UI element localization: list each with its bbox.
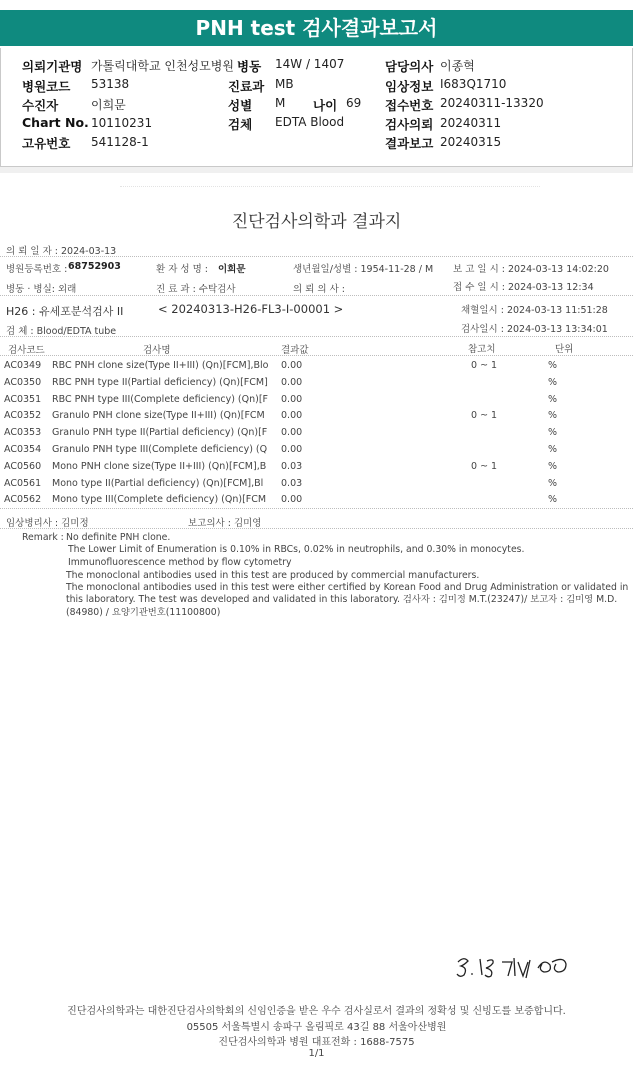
remark-line: this laboratory. The test was developed and validated in this laboratory. 검사자 : 김미정 M.T.(23247)/ 보고자 : 김미영 M.D.: [66, 594, 618, 605]
dept-label: 진료과: [228, 79, 265, 94]
footer-phone: 진단검사의학과 병원 대표전화 : 1688-7575: [218, 1037, 415, 1048]
doctor-value: 이종혁: [440, 59, 475, 73]
row-result: 0.00: [281, 427, 303, 439]
receipt-value: 20240311-13320: [440, 96, 544, 110]
remark-line: The monoclonal antibodies used in this test are produced by commercial manufacturers.: [66, 570, 480, 581]
footer-certification: 진단검사의학과는 대한진단검사의학회의 신임인증을 받은 우수 검사실로서 결과의 정확성 및 신빙도를 보증합니다.: [67, 1006, 566, 1017]
test-datetime: 검사일시 : 2024-03-13 13:34:01: [461, 324, 608, 335]
request-value: 20240311: [440, 116, 502, 130]
receipt-datetime: 접 수 일 시 : 2024-03-13 12:34: [453, 282, 594, 293]
birth-sex: 생년월일/성별 : 1954-11-28 / M: [293, 264, 434, 275]
handwritten-signature: [452, 950, 577, 986]
sex-label: 성별: [228, 98, 253, 113]
row-code: AC0351: [4, 393, 42, 405]
row-test-name: RBC PNH type II(Partial deficiency) (Qn)[FCM]: [52, 376, 268, 388]
divider: [0, 528, 633, 529]
table-divider: [0, 355, 633, 356]
reporting-doctor: 보고의사 : 김미영: [188, 518, 262, 529]
col-code: 검사코드: [8, 345, 45, 356]
row-unit: %: [548, 360, 558, 371]
age-label: 나이: [313, 98, 338, 113]
row-unit: %: [548, 477, 558, 489]
row-test-name: Mono PNH clone size(Type II+III) (Qn)[FCM],B: [52, 460, 267, 472]
col-name: 검사명: [143, 345, 171, 356]
report-date-value: 20240315: [440, 135, 502, 149]
remark-line: No definite PNH clone.: [66, 532, 171, 543]
remark-label: Remark :: [22, 532, 64, 543]
dept-value: MB: [275, 77, 294, 91]
remark-line: The monoclonal antibodies used in this test were either certified by Korean Food and Drug Administration or validated in: [66, 582, 629, 593]
patient-value: 이희문: [91, 98, 126, 112]
chart-label: Chart No.: [22, 115, 89, 130]
row-result: 0.03: [281, 460, 303, 472]
remark-line: The Lower Limit of Enumeration is 0.10% in RBCs, 0.02% in neutrophils, and 0.30% in monocytes.: [68, 544, 525, 555]
remark-line: (84980) / 요양기관번호(11100800): [66, 607, 221, 618]
sex-value: M: [275, 96, 286, 110]
specimen-value: EDTA Blood: [275, 115, 345, 129]
clinical-info-value: I683Q1710: [440, 77, 507, 91]
row-reference: 0 ~ 1: [471, 360, 498, 371]
collect-datetime: 채혈일시 : 2024-03-13 11:51:28: [461, 305, 608, 316]
hospital-code-label: 병원코드: [22, 79, 71, 94]
row-code: AC0352: [4, 410, 42, 422]
row-test-name: Granulo PNH type III(Complete deficiency) (Q: [52, 444, 268, 455]
ward-room: 병동 · 병실: 외래: [6, 284, 77, 295]
report-datetime: 보 고 일 시 : 2024-03-13 14:02:20: [453, 264, 609, 275]
clinical-info-label: 임상정보: [385, 79, 434, 94]
row-unit: %: [548, 427, 558, 439]
report-title: PNH test 검사결과보고서: [0, 10, 633, 46]
row-code: AC0562: [4, 494, 42, 506]
row-test-name: Granulo PNH type II(Partial deficiency) (Qn)[F: [52, 427, 268, 439]
request-date: 의 뢰 일 자 : 2024-03-13: [6, 246, 117, 257]
barcode-number: < 20240313-H26-FL3-I-00001 >: [158, 302, 344, 316]
section-divider: [0, 167, 633, 173]
lab-report-title: 진단검사의학과 결과지: [231, 212, 402, 232]
row-reference: 0 ~ 1: [471, 410, 498, 422]
reg-no-label: 병원등록번호 :: [6, 264, 68, 275]
specimen-type: 검 체 : Blood/EDTA tube: [6, 326, 117, 337]
row-result: 0.00: [281, 360, 303, 371]
row-code: AC0560: [4, 460, 42, 472]
row-unit: %: [548, 410, 558, 422]
table-divider: [0, 508, 633, 509]
row-unit: %: [548, 494, 558, 506]
footer-address: 05505 서울특별시 송파구 올림픽로 43길 88 서울아산병원: [186, 1022, 447, 1033]
col-unit: 단위: [555, 344, 574, 355]
chart-value: 10110231: [91, 116, 153, 130]
id-label: 고유번호: [22, 136, 71, 151]
ward-label: 병동: [237, 59, 262, 74]
row-test-name: RBC PNH clone size(Type II+III) (Qn)[FCM],Blo: [52, 360, 269, 371]
table-divider: [0, 336, 633, 337]
row-code: AC0354: [4, 444, 42, 455]
row-unit: %: [548, 376, 558, 388]
pathologist: 임상병리사 : 김미정: [6, 518, 89, 529]
reg-no-value: 68752903: [68, 261, 121, 272]
row-test-name: Granulo PNH clone size(Type II+III) (Qn)[FCM: [52, 410, 265, 422]
page-number: 1/1: [308, 1048, 325, 1059]
ward-value: 14W / 1407: [275, 57, 345, 71]
row-result: 0.00: [281, 393, 303, 405]
remark-line: Immunofluorescence method by flow cytometry: [68, 557, 292, 568]
institution-value: 가톨릭대학교 인천성모병원: [91, 59, 234, 73]
row-code: AC0561: [4, 477, 42, 489]
age-value: 69: [346, 96, 362, 110]
request-label: 검사의뢰: [385, 117, 434, 132]
dept: 진 료 과 : 수탁검사: [156, 284, 236, 295]
report-date-label: 결과보고: [385, 136, 434, 151]
col-ref: 참고치: [468, 344, 496, 355]
row-unit: %: [548, 444, 558, 455]
receipt-label: 접수번호: [385, 98, 434, 113]
row-result: 0.00: [281, 376, 303, 388]
row-test-name: RBC PNH type III(Complete deficiency) (Qn)[F: [52, 393, 268, 405]
row-result: 0.00: [281, 494, 303, 506]
patient-name-label: 환 자 성 명 :: [156, 264, 208, 275]
row-result: 0.03: [281, 477, 303, 489]
doctor-label: 담당의사: [385, 59, 434, 74]
referring-doctor: 의 뢰 의 사 :: [293, 284, 345, 295]
row-result: 0.00: [281, 444, 303, 455]
patient-name-value: 이희문: [218, 264, 246, 275]
specimen-label: 검체: [228, 117, 253, 132]
row-result: 0.00: [281, 410, 303, 422]
row-test-name: Mono type II(Partial deficiency) (Qn)[FCM],Bl: [52, 477, 264, 489]
row-test-name: Mono type III(Complete deficiency) (Qn)[FCM: [52, 494, 267, 506]
col-result: 결과값: [281, 345, 309, 356]
row-unit: %: [548, 460, 558, 472]
hospital-code-value: 53138: [91, 77, 130, 91]
institution-label: 의뢰기관명: [22, 59, 83, 74]
test-name: H26 : 유세포분석검사 II: [6, 305, 124, 318]
row-unit: %: [548, 393, 558, 405]
divider: [0, 256, 633, 257]
row-code: AC0350: [4, 376, 42, 388]
divider: [0, 295, 633, 296]
faint-line: [120, 186, 540, 193]
patient-label: 수진자: [22, 98, 59, 113]
row-code: AC0353: [4, 427, 42, 439]
row-code: AC0349: [4, 360, 42, 371]
row-reference: 0 ~ 1: [471, 460, 498, 472]
id-value: 541128-1: [91, 135, 149, 149]
